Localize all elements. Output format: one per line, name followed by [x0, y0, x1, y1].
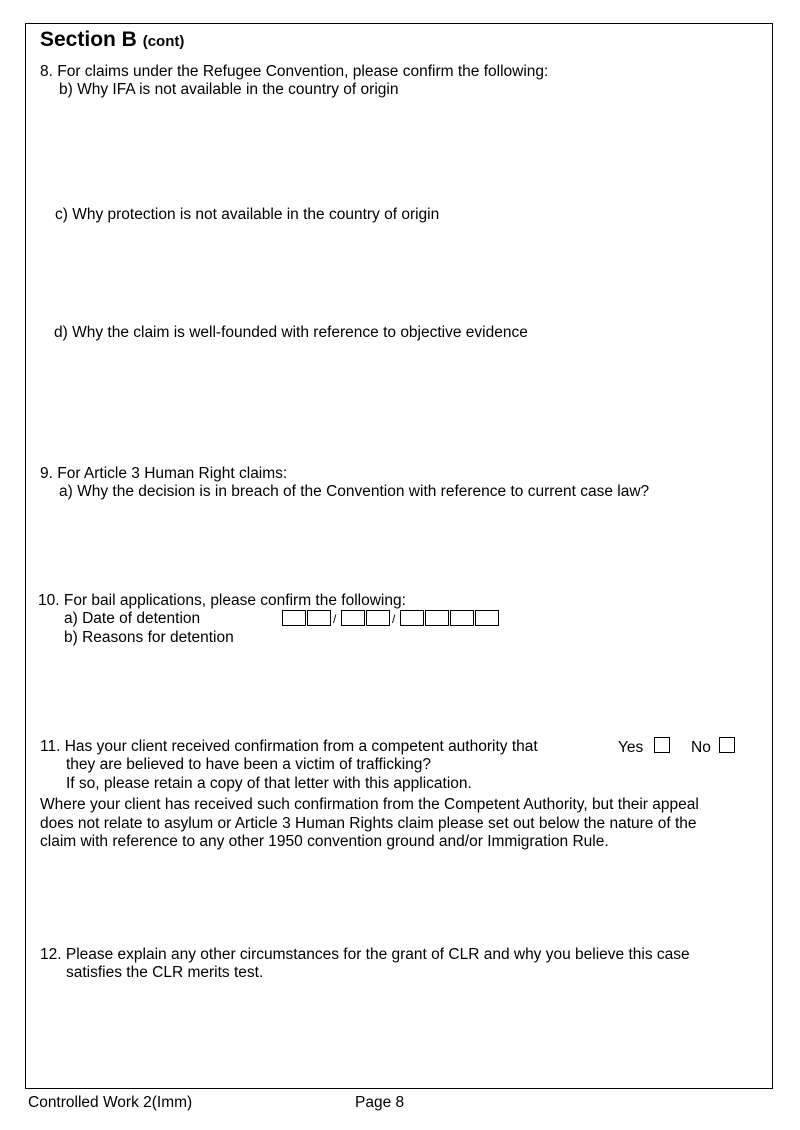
date-year-digit-3[interactable]	[450, 610, 474, 626]
q10-intro: 10. For bail applications, please confirm the following:	[38, 592, 406, 609]
q11-para-line2: does not relate to asylum or Article 3 Human Rights claim please set out below the nature of the	[40, 815, 697, 832]
date-day-digit-1[interactable]	[282, 610, 306, 626]
q8-intro: 8. For claims under the Refugee Convention, please confirm the following:	[40, 63, 549, 80]
no-label: No	[691, 739, 711, 756]
q11-line3: If so, please retain a copy of that letter with this application.	[66, 775, 472, 792]
q10-a: a) Date of detention	[64, 610, 201, 627]
q8-d: d) Why the claim is well-founded with reference to objective evidence	[54, 324, 528, 341]
q9-intro: 9. For Article 3 Human Right claims:	[40, 465, 288, 482]
yes-checkbox[interactable]	[654, 737, 670, 753]
date-month-digit-1[interactable]	[341, 610, 365, 626]
footer-form-name: Controlled Work 2(Imm)	[28, 1094, 193, 1111]
q8-b: b) Why IFA is not available in the country of origin	[59, 81, 399, 98]
date-year-digit-4[interactable]	[475, 610, 499, 626]
date-year-digit-2[interactable]	[425, 610, 449, 626]
q10-b: b) Reasons for detention	[64, 629, 234, 646]
no-checkbox[interactable]	[719, 737, 735, 753]
q11-line2: they are believed to have been a victim of trafficking?	[66, 756, 432, 773]
q8-c: c) Why protection is not available in the country of origin	[55, 206, 440, 223]
q11-para-line1: Where your client has received such confirmation from the Competent Authority, but their appeal	[40, 796, 699, 813]
yes-label: Yes	[618, 739, 644, 756]
date-month-digit-2[interactable]	[366, 610, 390, 626]
section-title-text: Section B	[40, 28, 137, 51]
date-year-digit-1[interactable]	[400, 610, 424, 626]
footer-page-number: Page 8	[355, 1094, 405, 1111]
q12-line1: 12. Please explain any other circumstances for the grant of CLR and why you believe this case	[40, 946, 690, 963]
section-title	[40, 28, 185, 51]
q11-para-line3: claim with reference to any other 1950 convention ground and/or Immigration Rule.	[40, 833, 609, 850]
q12-line2: satisfies the CLR merits test.	[66, 964, 264, 981]
form-frame	[25, 23, 773, 1089]
q11-line1: 11. Has your client received confirmation from a competent authority that	[40, 738, 538, 755]
date-day-digit-2[interactable]	[307, 610, 331, 626]
section-cont: (cont)	[142, 33, 185, 50]
date-separator: /	[392, 612, 396, 626]
q9-a: a) Why the decision is in breach of the Convention with reference to current case law?	[59, 483, 650, 500]
date-separator: /	[333, 612, 337, 626]
